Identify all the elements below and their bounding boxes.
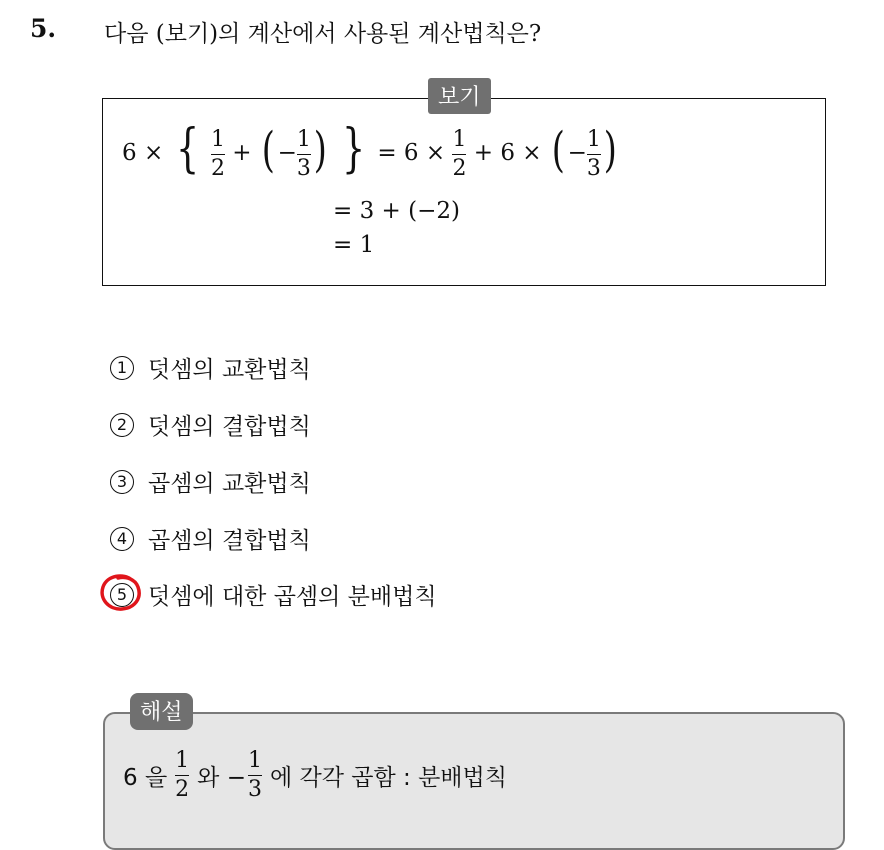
solution-pre: 6 을 [123, 765, 168, 791]
choice-3[interactable] [110, 465, 311, 498]
eq-open-brace: { [175, 119, 199, 179]
eq-close-paren-rhs: ) [603, 122, 617, 178]
choice-1[interactable] [110, 351, 311, 384]
eq-close-brace: } [341, 119, 366, 179]
eq-open-paren: ( [261, 122, 275, 178]
solution-fraction-third: $\frac{1}{3}$ [247, 748, 262, 802]
choice-5[interactable] [110, 578, 437, 611]
equation-line-1 [122, 119, 620, 181]
solution-text [123, 750, 507, 801]
choice-marker-4: 4 [110, 527, 134, 551]
eq-rhs-part2: + 6 × [473, 140, 542, 166]
solution-fraction-half: $\frac{1}{2}$ [175, 748, 190, 802]
eq-lhs-factor: 6 × [122, 140, 164, 166]
choice-text-4: 곱셈의 결합법칙 [148, 528, 311, 554]
solution-label: 해설 [130, 693, 193, 730]
fraction-one-half-rhs: $\frac{1}{2}$ [452, 126, 467, 181]
eq-rhs-part1: = 6 × [377, 140, 446, 166]
question-text: 다음 (보기)의 계산에서 사용된 계산법칙은? [104, 21, 542, 47]
eq-open-paren-rhs: ( [551, 122, 565, 178]
choice-text-3: 곱셈의 교환법칙 [148, 471, 311, 497]
example-box-label: 보기 [428, 78, 491, 114]
choice-text-5: 덧셈에 대한 곱셈의 분배법칙 [148, 584, 437, 610]
choice-marker-2: 2 [110, 413, 134, 437]
fraction-one-half: $\frac{1}{2}$ [210, 126, 225, 181]
equation-line-3: = 1 [333, 232, 375, 258]
question-number: 5. [30, 14, 57, 43]
eq-close-paren: ) [313, 122, 327, 178]
eq-minus: − [277, 140, 297, 166]
eq-plus: + [232, 140, 252, 166]
eq-minus-rhs: − [567, 140, 587, 166]
choice-marker-1: 1 [110, 356, 134, 380]
fraction-one-third: $\frac{1}{3}$ [296, 126, 311, 181]
choice-4[interactable] [110, 522, 311, 555]
solution-mid: 와 − [197, 765, 246, 791]
choice-text-2: 덧셈의 결합법칙 [148, 414, 311, 440]
choice-marker-3: 3 [110, 470, 134, 494]
choice-marker-5: 5 [110, 583, 134, 607]
choice-text-1: 덧셈의 교환법칙 [148, 357, 311, 383]
choice-2[interactable] [110, 408, 311, 441]
equation-line-2: = 3 + (−2) [333, 198, 460, 224]
fraction-one-third-rhs: $\frac{1}{3}$ [586, 126, 601, 181]
solution-post: 에 각각 곱함 : 분배법칙 [269, 765, 507, 791]
answer-mark-icon [98, 570, 146, 616]
